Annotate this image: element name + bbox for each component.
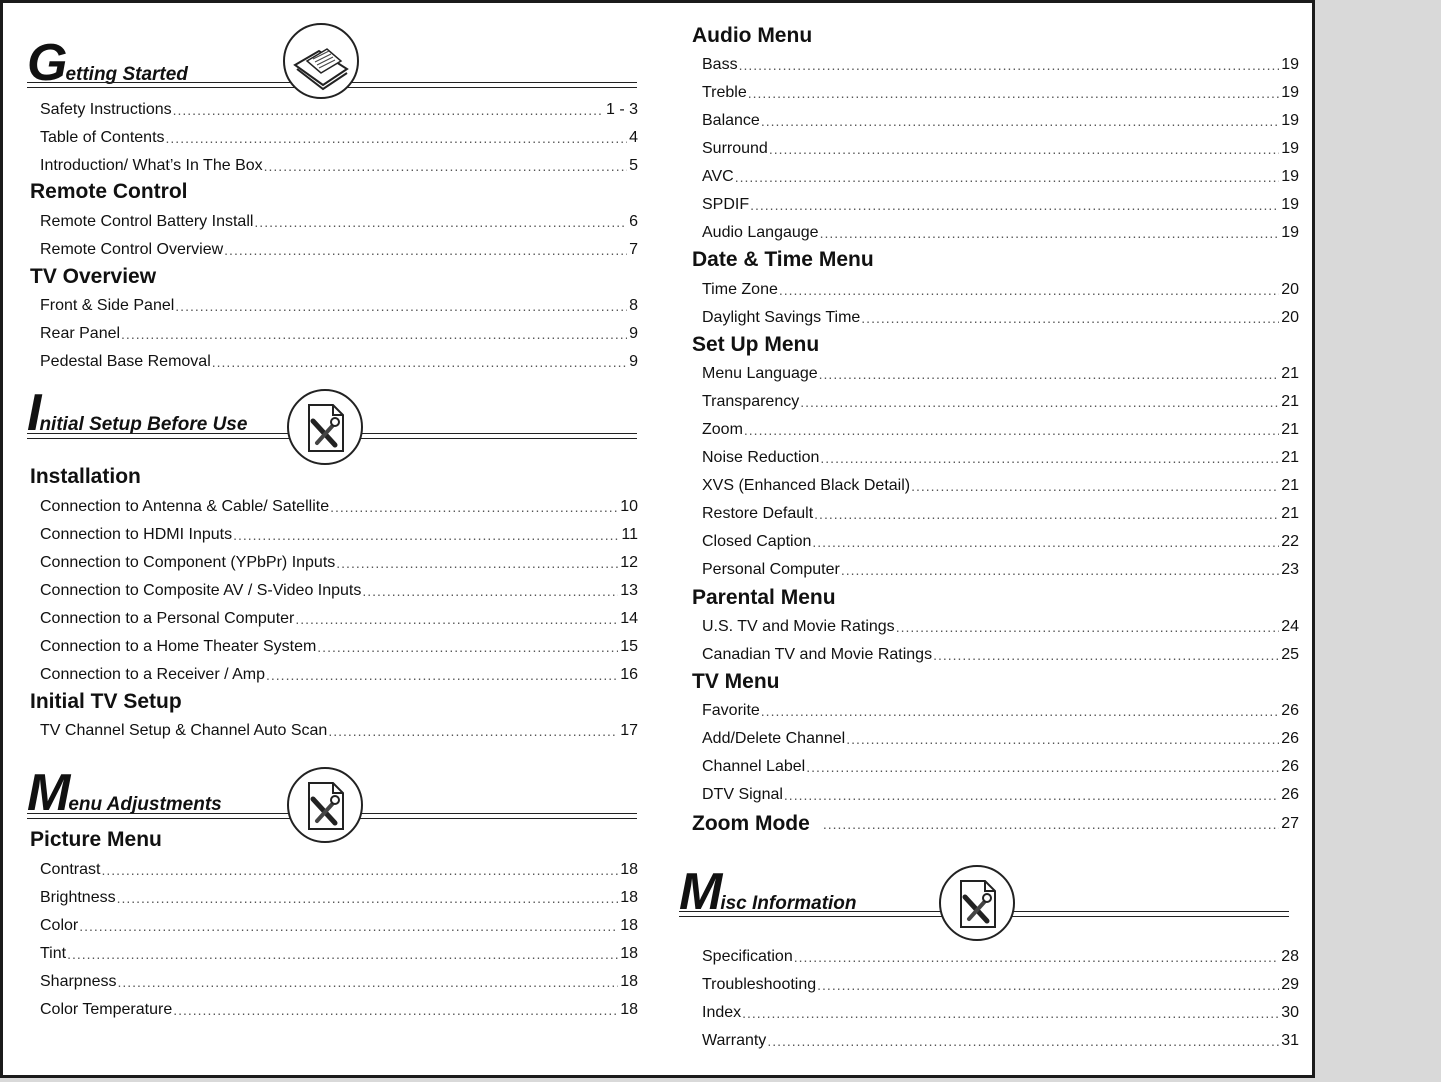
- toc-entry[interactable]: Closed Caption ..... 22: [702, 530, 1299, 554]
- heading-remote-control: Remote Control: [30, 180, 188, 203]
- heading-picture-menu: Picture Menu: [30, 828, 162, 851]
- heading-installation: Installation: [30, 465, 141, 488]
- heading-initial-tv-setup: Initial TV Setup: [30, 690, 182, 713]
- toc-entry[interactable]: Transparency ..... 21: [702, 390, 1299, 414]
- toc-entry[interactable]: Pedestal Base Removal ..... 9: [40, 350, 638, 374]
- toc-entry[interactable]: Canadian TV and Movie Ratings ..... 25: [702, 643, 1299, 667]
- toc-entry[interactable]: Safety Instructions ..... 1 - 3: [40, 98, 638, 122]
- toc-entry[interactable]: Noise Reduction ..... 21: [702, 446, 1299, 470]
- toc-entry[interactable]: Connection to Composite AV / S-Video Inputs ..... 13: [40, 579, 638, 603]
- toc-entry[interactable]: Contrast ..... 18: [40, 858, 638, 882]
- toc-entry[interactable]: Zoom ..... 21: [702, 418, 1299, 442]
- heading-date-time-menu: Date & Time Menu: [692, 248, 874, 271]
- toc-entry[interactable]: Daylight Savings Time ..... 20: [702, 306, 1299, 330]
- toc-entry[interactable]: DTV Signal ..... 26: [702, 783, 1299, 807]
- book-icon: [283, 23, 359, 99]
- heading-audio-menu: Audio Menu: [692, 24, 813, 47]
- toc-entry[interactable]: Color Temperature ..... 18: [40, 998, 638, 1022]
- heading-tv-menu: TV Menu: [692, 670, 780, 693]
- toc-entry[interactable]: U.S. TV and Movie Ratings ..... 24: [702, 615, 1299, 639]
- heading-parental-menu: Parental Menu: [692, 586, 836, 609]
- toc-entry[interactable]: Troubleshooting ..... 29: [702, 973, 1299, 997]
- toc-entry[interactable]: Audio Langauge ..... 19: [702, 221, 1299, 245]
- toc-entry[interactable]: Treble ..... 19: [702, 81, 1299, 105]
- toc-entry[interactable]: Restore Default ..... 21: [702, 502, 1299, 526]
- tools-document-icon: [939, 865, 1015, 941]
- toc-entry[interactable]: Connection to Component (YPbPr) Inputs ..... 12: [40, 551, 638, 575]
- toc-entry[interactable]: Balance ..... 19: [702, 109, 1299, 133]
- section-menu-adjustments-title: Menu Adjustments: [27, 764, 222, 822]
- toc-entry[interactable]: Add/Delete Channel ..... 26: [702, 727, 1299, 751]
- tools-document-icon: [287, 767, 363, 843]
- toc-entry[interactable]: Sharpness ..... 18: [40, 970, 638, 994]
- toc-entry[interactable]: Brightness ..... 18: [40, 886, 638, 910]
- toc-entry[interactable]: Index ..... 30: [702, 1001, 1299, 1025]
- page-margin-strip: [1368, 0, 1441, 1082]
- toc-entry[interactable]: Table of Contents ..... 4: [40, 126, 638, 150]
- toc-entry[interactable]: Connection to Antenna & Cable/ Satellite ..... 10: [40, 495, 638, 519]
- toc-entry[interactable]: Connection to a Home Theater System ..... 15: [40, 635, 638, 659]
- toc-entry[interactable]: Remote Control Battery Install ..... 6: [40, 210, 638, 234]
- toc-entry[interactable]: TV Channel Setup & Channel Auto Scan ..... 17: [40, 719, 638, 743]
- toc-entry[interactable]: SPDIF ..... 19: [702, 193, 1299, 217]
- toc-entry[interactable]: Remote Control Overview ..... 7: [40, 238, 638, 262]
- toc-entry[interactable]: Surround ..... 19: [702, 137, 1299, 161]
- toc-entry[interactable]: Specification ..... 28: [702, 945, 1299, 969]
- toc-entry[interactable]: Personal Computer ..... 23: [702, 558, 1299, 582]
- toc-entry[interactable]: Menu Language ..... 21: [702, 362, 1299, 386]
- toc-entry[interactable]: AVC ..... 19: [702, 165, 1299, 189]
- heading-tv-overview: TV Overview: [30, 265, 157, 288]
- heading-setup-menu: Set Up Menu: [692, 333, 820, 356]
- toc-entry-zoom-mode[interactable]: Zoom Mode ..... 27: [692, 811, 1299, 837]
- toc-entry[interactable]: Introduction/ What’s In The Box ..... 5: [40, 154, 638, 178]
- toc-entry[interactable]: Connection to HDMI Inputs ..... 11: [40, 523, 638, 547]
- toc-entry[interactable]: Connection to a Receiver / Amp ..... 16: [40, 663, 638, 687]
- toc-entry[interactable]: Time Zone ..... 20: [702, 278, 1299, 302]
- toc-entry[interactable]: XVS (Enhanced Black Detail) ..... 21: [702, 474, 1299, 498]
- toc-entry[interactable]: Color ..... 18: [40, 914, 638, 938]
- toc-entry[interactable]: Warranty ..... 31: [702, 1029, 1299, 1053]
- section-misc-information-title: Misc Information: [679, 863, 857, 921]
- toc-entry[interactable]: Front & Side Panel ..... 8: [40, 294, 638, 318]
- toc-entry[interactable]: Tint ..... 18: [40, 942, 638, 966]
- section-getting-started-title: Getting Started: [27, 34, 188, 92]
- toc-entry[interactable]: Channel Label ..... 26: [702, 755, 1299, 779]
- toc-entry[interactable]: Rear Panel ..... 9: [40, 322, 638, 346]
- section-initial-setup-title: Initial Setup Before Use: [27, 384, 248, 442]
- tools-document-icon: [287, 389, 363, 465]
- toc-entry[interactable]: Favorite ..... 26: [702, 699, 1299, 723]
- toc-entry[interactable]: Connection to a Personal Computer ..... 14: [40, 607, 638, 631]
- toc-entry[interactable]: Bass ..... 19: [702, 53, 1299, 77]
